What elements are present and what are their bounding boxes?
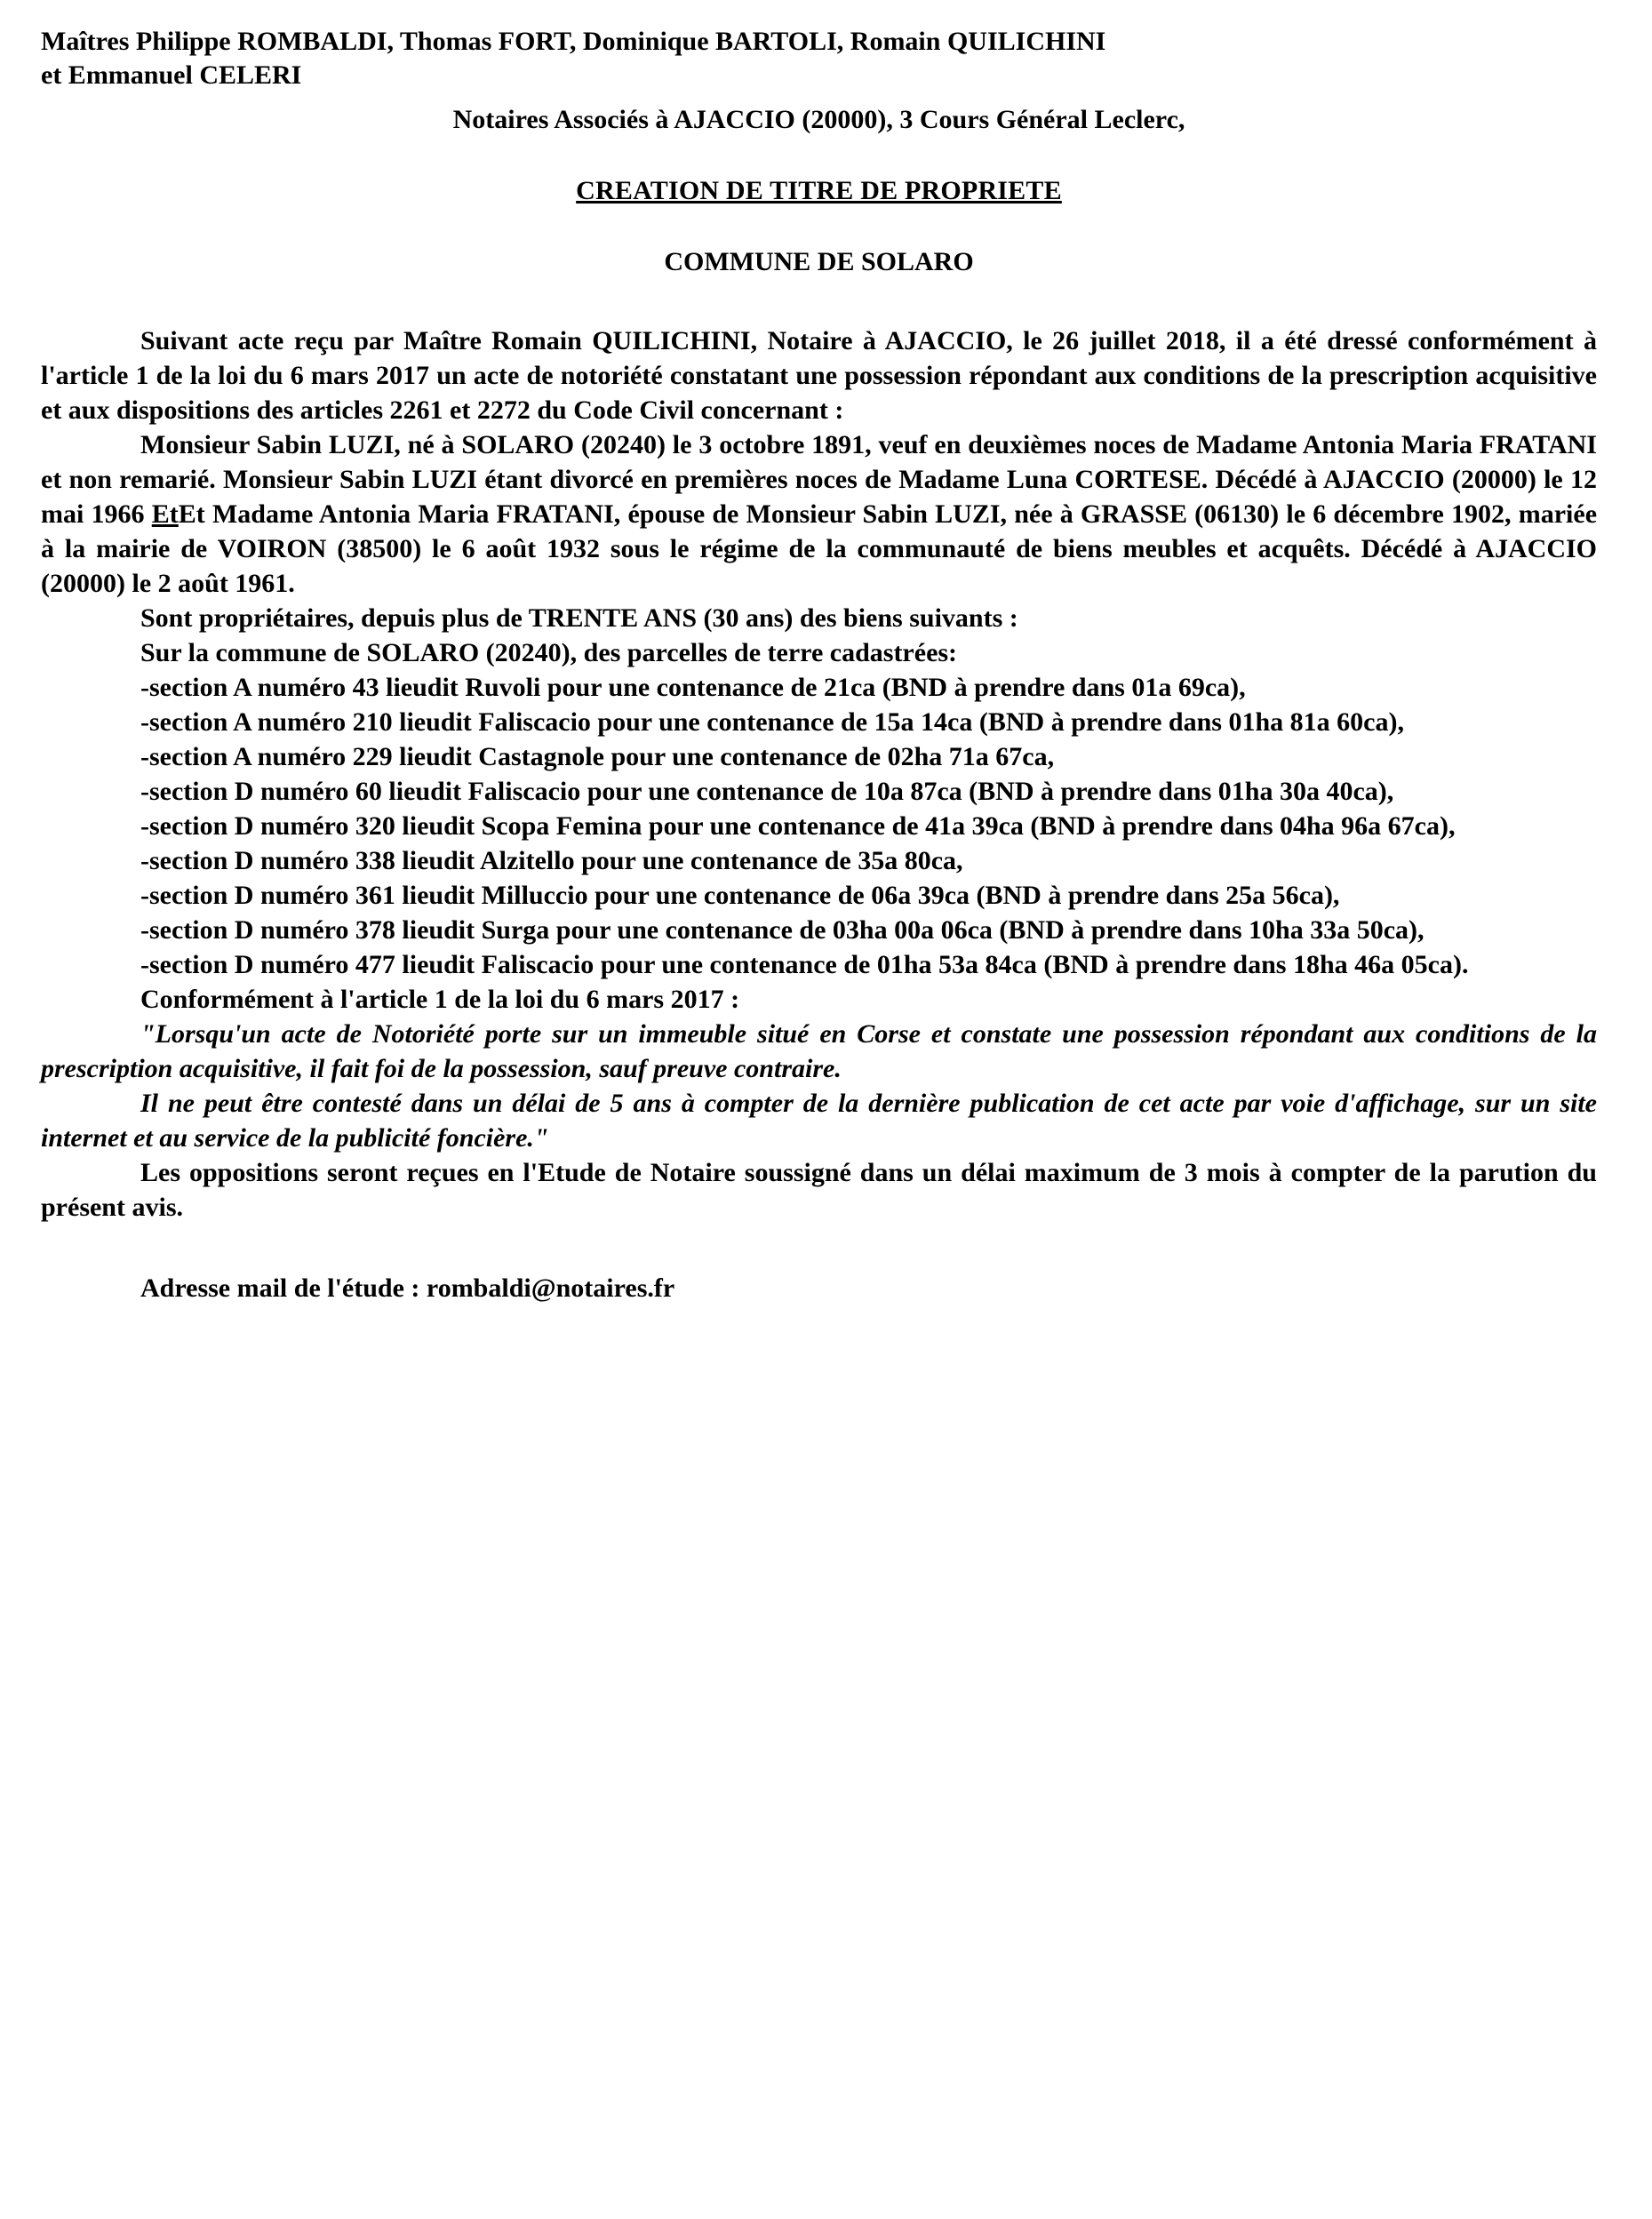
person-2-text: Et Madame Antonia Maria FRATANI, épouse de Monsieur Sabin LUZI, née à GRASSE (06130) le 6 décembre 1902, mariée à la mairie de VOIRON (38500) le 6 août 1932 sous le régime de la communauté de biens meubles et acquêts. Décédé à AJACCIO (20000) le 2 août 1961. <box>41 499 1598 598</box>
paragraph-conformement: Conformément à l'article 1 de la loi du 6 mars 2017 : <box>140 984 740 1014</box>
parcel-item: -section D numéro 378 lieudit Surga pour une contenance de 03ha 00a 06ca (BND à prendre dans 10ha 33a 50ca), <box>140 914 1425 945</box>
paragraph-citation-2: Il ne peut être contesté dans un délai de 5 ans à compter de la dernière publication de cet acte par voie d'affichage, sur un site internet et au service de la publicité foncière." <box>41 1088 1597 1153</box>
letterhead-line-2: et Emmanuel CELERI <box>41 60 302 91</box>
parcel-item: -section D numéro 477 lieudit Faliscacio pour une contenance de 01ha 53a 84ca (BND à prendre dans 18ha 46a 05ca). <box>140 949 1469 979</box>
paragraph-oppositions: Les oppositions seront reçues en l'Etude de Notaire soussigné dans un délai maximum de 3 mois à compter de la parution du présent avis. <box>41 1157 1597 1222</box>
parcel-item: -section D numéro 60 lieudit Faliscacio pour une contenance de 10a 87ca (BND à prendre dans 01ha 30a 40ca), <box>140 776 1394 806</box>
parcel-item: -section D numéro 361 lieudit Milluccio pour une contenance de 06a 39ca (BND à prendre dans 25a 56ca), <box>140 880 1340 910</box>
paragraph-commune: Sur la commune de SOLARO (20240), des parcelles de terre cadastrées: <box>140 637 958 667</box>
parcel-item: -section D numéro 320 lieudit Scopa Femina pour une contenance de 41a 39ca (BND à prendre dans 04ha 96a 67ca), <box>140 810 1456 841</box>
paragraph-proprietaires: Sont propriétaires, depuis plus de TRENTE ANS (30 ans) des biens suivants : <box>140 603 1018 633</box>
letterhead <box>41 25 1597 137</box>
page-subtitle: COMMUNE DE SOLARO <box>664 246 974 276</box>
person-1-text: Monsieur Sabin LUZI, né à SOLARO (20240) le 3 octobre 1891, veuf en deuxièmes noces de Madame Antonia Maria FRATANI et non remarié. Monsieur Sabin LUZI étant divorcé en premières noces de Madame Luna CORTESE. Décédé à AJACCIO (20000) le 12 mai 1966 <box>41 429 1597 529</box>
parcel-item: -section A numéro 210 lieudit Faliscacio pour une contenance de 15a 14ca (BND à prendre dans 01ha 81a 60ca), <box>140 706 1404 737</box>
parcel-item: -section D numéro 338 lieudit Alzitello pour une contenance de 35a 80ca, <box>140 845 963 875</box>
paragraph-citation-1: "Lorsqu'un acte de Notoriété porte sur un immeuble situé en Corse et constate une possession répondant aux conditions de la prescription acquisitive, il fait foi de la possession, sauf preuve contraire. <box>41 1018 1597 1083</box>
paragraph-person-1 <box>41 427 1597 601</box>
letterhead-line-1: Maîtres Philippe ROMBALDI, Thomas FORT, Dominique BARTOLI, Romain QUILICHINI <box>41 27 1106 56</box>
document-body <box>41 323 1597 1305</box>
contact-block <box>41 1271 1597 1305</box>
parcel-item: -section A numéro 43 lieudit Ruvoli pour une contenance de 21ca (BND à prendre dans 01a 69ca), <box>140 672 1246 702</box>
letterhead-line-3: Notaires Associés à AJACCIO (20000), 3 Cours Général Leclerc, <box>452 104 1185 134</box>
page-title: CREATION DE TITRE DE PROPRIETE <box>576 175 1062 205</box>
persons-link-word: Et <box>151 499 179 529</box>
parcel-item: -section A numéro 229 lieudit Castagnole pour une contenance de 02ha 71a 67ca, <box>140 741 1055 771</box>
paragraph-intro: Suivant acte reçu par Maître Romain QUILICHINI, Notaire à AJACCIO, le 26 juillet 2018, il a été dressé conformément à l'article 1 de la loi du 6 mars 2017 un acte de notoriété constatant une possession répondant aux conditions de la prescription acquisitive et aux dispositions des articles 2261 et 2272 du Code Civil concernant : <box>41 325 1597 425</box>
email-line: Adresse mail de l'étude : rombaldi@notaires.fr <box>140 1273 675 1303</box>
